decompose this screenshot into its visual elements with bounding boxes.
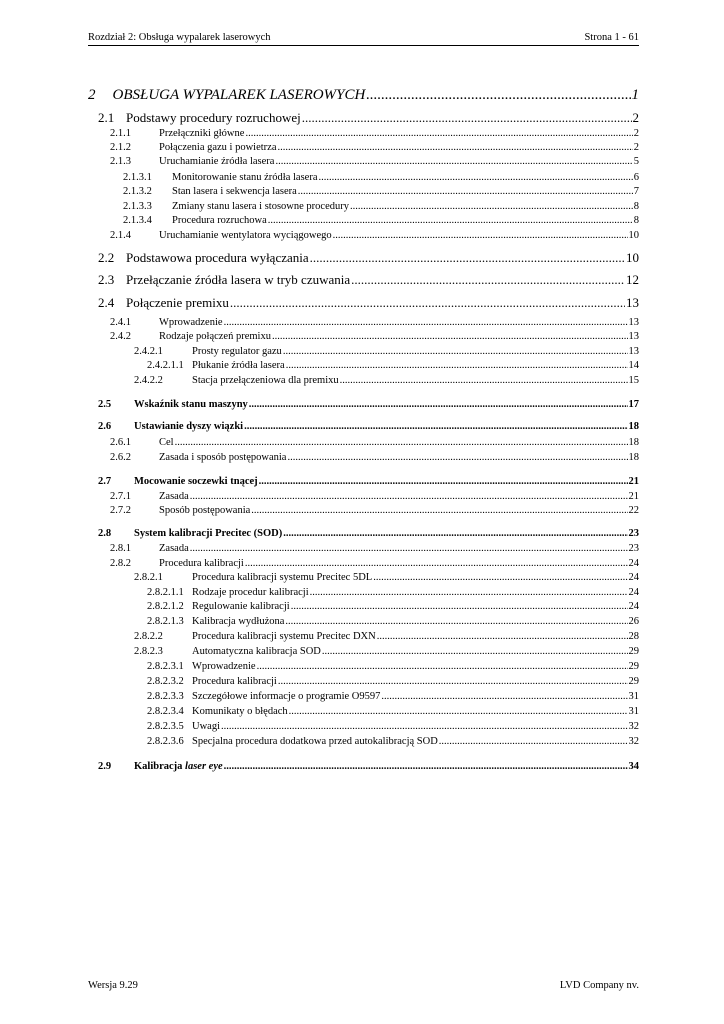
toc-entry[interactable] [88, 720, 639, 733]
toc-entry-page: 13 [628, 346, 639, 357]
toc-dot-leader [230, 295, 625, 311]
toc-entry[interactable] [88, 214, 639, 227]
toc-entry-title: Podstawowa procedura wyłączania [126, 250, 309, 265]
toc-entry[interactable] [88, 374, 639, 387]
toc-entry-number: 2.8 [98, 528, 112, 539]
toc-entry-number: 2.9 [98, 761, 112, 772]
toc-dot-leader [319, 171, 633, 184]
toc-entry[interactable] [88, 330, 639, 343]
toc-entry-title: Mocowanie soczewki tnącej [134, 476, 258, 487]
toc-dot-leader [377, 630, 628, 643]
toc-entry-number: 2.8.2.3 [134, 646, 163, 657]
toc-entry-title: Monitorowanie stanu źródła lasera [172, 172, 318, 183]
toc-entry-page: 28 [628, 631, 639, 642]
toc-entry-number: 2.8.2.3.1 [147, 661, 184, 672]
toc-dot-leader [277, 141, 632, 154]
toc-entry-number: 2.6.2 [110, 452, 131, 463]
toc-entry-number: 2.2 [98, 250, 115, 265]
toc-entry-page: 29 [628, 661, 639, 672]
toc-dot-leader [283, 345, 628, 358]
toc-dot-leader [322, 645, 628, 658]
toc-entry-page: 1 [631, 87, 639, 103]
toc-dot-leader [245, 127, 632, 140]
toc-dot-leader [278, 675, 628, 688]
toc-entry-page: 18 [628, 421, 639, 432]
toc-entry-page: 2 [632, 110, 639, 125]
toc-dot-leader [310, 586, 628, 599]
toc-entry-page: 29 [628, 646, 639, 657]
toc-entry-page: 12 [626, 272, 639, 287]
toc-entry-page: 13 [628, 331, 639, 342]
toc-entry[interactable] [88, 705, 639, 718]
toc-entry[interactable] [88, 690, 639, 703]
toc-entry[interactable] [88, 645, 639, 658]
toc-entry[interactable] [88, 760, 639, 773]
toc-entry[interactable] [88, 586, 639, 599]
toc-entry-title: Procedura kalibracji [159, 558, 244, 569]
toc-entry[interactable] [88, 229, 639, 242]
toc-entry-page: 13 [628, 317, 639, 328]
toc-entry[interactable] [88, 185, 639, 198]
toc-entry[interactable] [88, 295, 639, 311]
toc-dot-leader [350, 200, 633, 213]
toc-entry-number: 2.8.2 [110, 558, 131, 569]
toc-entry-title-italic: laser eye [185, 761, 223, 772]
toc-entry-title: Zasada [159, 491, 189, 502]
toc-dot-leader [249, 398, 628, 411]
toc-entry-title: Specjalna procedura dodatkowa przed autokalibracją SOD [192, 736, 438, 747]
toc-entry[interactable] [88, 557, 639, 570]
toc-entry-page: 21 [628, 476, 639, 487]
toc-entry[interactable] [88, 86, 639, 104]
toc-entry-page: 24 [628, 587, 639, 598]
toc-entry-number: 2.4.2.2 [134, 375, 163, 386]
toc-entry[interactable] [88, 475, 639, 488]
toc-entry[interactable] [88, 660, 639, 673]
toc-entry-number: 2.1 [98, 110, 115, 125]
toc-entry[interactable] [88, 675, 639, 688]
toc-entry-title: Procedura kalibracji systemu Precitec DXN [192, 631, 376, 642]
toc-entry-title: Regulowanie kalibracji [192, 601, 290, 612]
toc-entry-page: 31 [628, 706, 639, 717]
toc-entry-number: 2.7.2 [110, 505, 131, 516]
toc-entry-title: Kalibracja wydłużona [192, 616, 285, 627]
toc-entry[interactable] [88, 571, 639, 584]
toc-entry-number: 2.1.3.3 [123, 201, 152, 212]
toc-dot-leader [190, 542, 628, 555]
toc-entry-page: 24 [628, 572, 639, 583]
toc-entry-title: Szczegółowe informacje o programie O9597 [192, 691, 381, 702]
toc-entry[interactable] [88, 398, 639, 411]
toc-entry[interactable] [88, 451, 639, 464]
toc-entry-title: Komunikaty o błędach [192, 706, 288, 717]
toc-entry[interactable] [88, 504, 639, 517]
toc-dot-leader [310, 250, 625, 266]
toc-entry[interactable] [88, 527, 639, 540]
toc-dot-leader [366, 86, 630, 104]
toc-entry-number: 2.1.3.2 [123, 186, 152, 197]
toc-dot-leader [351, 272, 625, 288]
toc-entry-title: Podstawy procedury rozruchowej [126, 110, 301, 125]
toc-entry-page: 24 [628, 601, 639, 612]
footer-company: LVD Company nv. [559, 980, 639, 991]
page-footer [88, 979, 639, 993]
toc-dot-leader [289, 705, 628, 718]
toc-entry-number: 2.4.2.1.1 [147, 360, 184, 371]
toc-entry-number: 2.8.2.3.2 [147, 676, 184, 687]
toc-entry[interactable] [88, 359, 639, 372]
page-header [88, 31, 639, 46]
toc-entry-page: 13 [626, 295, 639, 310]
toc-dot-leader [302, 110, 632, 126]
toc-entry-number: 2.4 [98, 295, 115, 310]
toc-entry-number: 2.3 [98, 272, 115, 287]
toc-entry[interactable] [88, 490, 639, 503]
toc-entry-title: Procedura kalibracji systemu Precitec 5DL [192, 572, 373, 583]
toc-entry-number: 2.8.2.3.5 [147, 721, 184, 732]
toc-entry-number: 2.8.2.1.1 [147, 587, 184, 598]
toc-entry-page: 15 [628, 375, 639, 386]
toc-entry-title: Automatyczna kalibracja SOD [192, 646, 321, 657]
toc-dot-leader [275, 155, 632, 168]
toc-entry-number: 2.8.2.1 [134, 572, 163, 583]
toc-entry[interactable] [88, 345, 639, 358]
toc-entry[interactable] [88, 200, 639, 213]
toc-entry[interactable] [88, 615, 639, 628]
toc-entry[interactable] [88, 735, 639, 748]
toc-entry-title: OBSŁUGA WYPALAREK LASEROWYCH [112, 87, 366, 103]
toc-entry-number: 2.1.3 [110, 156, 131, 167]
toc-entry-page: 34 [628, 761, 639, 772]
toc-entry-title: System kalibracji Precitec (SOD) [134, 528, 283, 539]
toc-entry-number: 2.8.2.3.4 [147, 706, 184, 717]
toc-entry[interactable] [88, 110, 639, 126]
toc-entry-title: Wprowadzenie [159, 317, 223, 328]
toc-entry-title: Procedura rozruchowa [172, 215, 267, 226]
toc-entry-title: Uwagi [192, 721, 220, 732]
toc-entry-number: 2.8.2.1.2 [147, 601, 184, 612]
toc-entry-title: Cel [159, 437, 174, 448]
toc-entry[interactable] [88, 141, 639, 154]
toc-entry[interactable] [88, 420, 639, 433]
header-page-number: Strona 1 - 61 [584, 32, 639, 43]
toc-entry[interactable] [88, 600, 639, 613]
toc-entry-number: 2.7 [98, 476, 112, 487]
toc-entry[interactable] [88, 127, 639, 140]
toc-entry-title: Zmiany stanu lasera i stosowne procedury [172, 201, 349, 212]
toc-entry-page: 8 [633, 201, 639, 212]
toc-dot-leader [259, 475, 628, 488]
toc-entry-title: Wprowadzenie [192, 661, 256, 672]
toc-entry-number: 2.1.3.4 [123, 215, 152, 226]
toc-entry-page: 22 [628, 505, 639, 516]
toc-entry[interactable] [88, 171, 639, 184]
toc-dot-leader [221, 720, 628, 733]
toc-dot-leader [175, 436, 628, 449]
toc-entry-page: 8 [633, 215, 639, 226]
toc-entry-number: 2.8.2.3.3 [147, 691, 184, 702]
toc-entry-page: 18 [628, 437, 639, 448]
toc-dot-leader [268, 214, 633, 227]
toc-entry-title: Połączenie premixu [126, 295, 229, 310]
toc-entry[interactable] [88, 316, 639, 329]
toc-entry-title: Prosty regulator gazu [192, 346, 282, 357]
toc-entry-title: Zasada [159, 543, 189, 554]
toc-entry-page: 6 [633, 172, 639, 183]
toc-entry-number: 2.4.2 [110, 331, 131, 342]
toc-entry-title: Przełączniki główne [159, 128, 245, 139]
toc-dot-leader [224, 760, 628, 773]
toc-entry-number: 2.4.1 [110, 317, 131, 328]
toc-dot-leader [251, 504, 627, 517]
toc-entry-page: 7 [633, 186, 639, 197]
toc-entry-number: 2.1.1 [110, 128, 131, 139]
toc-entry-page: 18 [628, 452, 639, 463]
toc-entry-title: Rodzaje procedur kalibracji [192, 587, 309, 598]
toc-entry[interactable] [88, 155, 639, 168]
toc-dot-leader [373, 571, 627, 584]
toc-entry-page: 2 [633, 128, 639, 139]
toc-entry-page: 2 [633, 142, 639, 153]
toc-dot-leader [333, 229, 628, 242]
toc-entry-page: 10 [628, 230, 639, 241]
toc-entry-title: Zasada i sposób postępowania [159, 452, 287, 463]
toc-entry-number: 2.8.2.2 [134, 631, 163, 642]
footer-version: Wersja 9.29 [88, 980, 138, 991]
toc-entry-title: Sposób postępowania [159, 505, 251, 516]
toc-entry-title: Kalibracja laser eye [134, 761, 223, 772]
toc-dot-leader [244, 420, 627, 433]
toc-entry-page: 17 [628, 399, 639, 410]
toc-dot-leader [272, 330, 628, 343]
toc-entry-page: 29 [628, 676, 639, 687]
toc-entry[interactable] [88, 436, 639, 449]
toc-dot-leader [291, 600, 628, 613]
toc-entry-page: 31 [628, 691, 639, 702]
toc-entry-title: Wskaźnik stanu maszyny [134, 399, 248, 410]
toc-entry-title: Stan lasera i sekwencja lasera [172, 186, 297, 197]
toc-entry-title: Połączenia gazu i powietrza [159, 142, 277, 153]
toc-entry-title: Stacja przełączeniowa dla premixu [192, 375, 339, 386]
toc-entry-number: 2.6 [98, 421, 112, 432]
toc-entry-number: 2 [88, 87, 96, 103]
toc-entry[interactable] [88, 630, 639, 643]
toc-entry[interactable] [88, 272, 639, 288]
toc-dot-leader [245, 557, 628, 570]
toc-entry-page: 14 [628, 360, 639, 371]
header-chapter-title: Rozdział 2: Obsługa wypalarek laserowych [88, 32, 271, 43]
toc-entry-title: Przełączanie źródła lasera w tryb czuwania [126, 272, 351, 287]
toc-dot-leader [298, 185, 633, 198]
toc-entry-page: 24 [628, 558, 639, 569]
toc-dot-leader [340, 374, 628, 387]
toc-entry-page: 10 [626, 250, 639, 265]
toc-entry-page: 5 [633, 156, 639, 167]
toc-entry[interactable] [88, 542, 639, 555]
toc-entry-page: 21 [628, 491, 639, 502]
toc-entry-number: 2.1.3.1 [123, 172, 152, 183]
toc-entry-number: 2.7.1 [110, 491, 131, 502]
toc-entry-page: 32 [628, 736, 639, 747]
toc-entry-title: Ustawianie dyszy wiązki [134, 421, 244, 432]
toc-entry-title: Rodzaje połączeń premixu [159, 331, 271, 342]
toc-entry-page: 32 [628, 721, 639, 732]
toc-entry-number: 2.8.2.1.3 [147, 616, 184, 627]
toc-dot-leader [286, 359, 628, 372]
toc-entry-number: 2.8.2.3.6 [147, 736, 184, 747]
toc-entry-number: 2.6.1 [110, 437, 131, 448]
toc-dot-leader [257, 660, 628, 673]
toc-dot-leader [283, 527, 627, 540]
toc-dot-leader [287, 451, 627, 464]
toc-entry-number: 2.1.2 [110, 142, 131, 153]
toc-entry-page: 23 [628, 543, 639, 554]
toc-entry-title: Uruchamianie źródła lasera [159, 156, 275, 167]
toc-entry-number: 2.1.4 [110, 230, 131, 241]
toc-dot-leader [224, 316, 628, 329]
toc-entry-title: Procedura kalibracji [192, 676, 277, 687]
toc-entry-page: 23 [628, 528, 639, 539]
toc-dot-leader [190, 490, 628, 503]
toc-entry-page: 26 [628, 616, 639, 627]
toc-entry-number: 2.8.1 [110, 543, 131, 554]
toc-entry[interactable] [88, 250, 639, 266]
toc-entry-number: 2.5 [98, 399, 112, 410]
toc-entry-title: Uruchamianie wentylatora wyciągowego [159, 230, 332, 241]
toc-dot-leader [381, 690, 627, 703]
toc-entry-number: 2.4.2.1 [134, 346, 163, 357]
toc-entry-title: Płukanie źródła lasera [192, 360, 285, 371]
toc-dot-leader [439, 735, 628, 748]
toc-dot-leader [285, 615, 627, 628]
